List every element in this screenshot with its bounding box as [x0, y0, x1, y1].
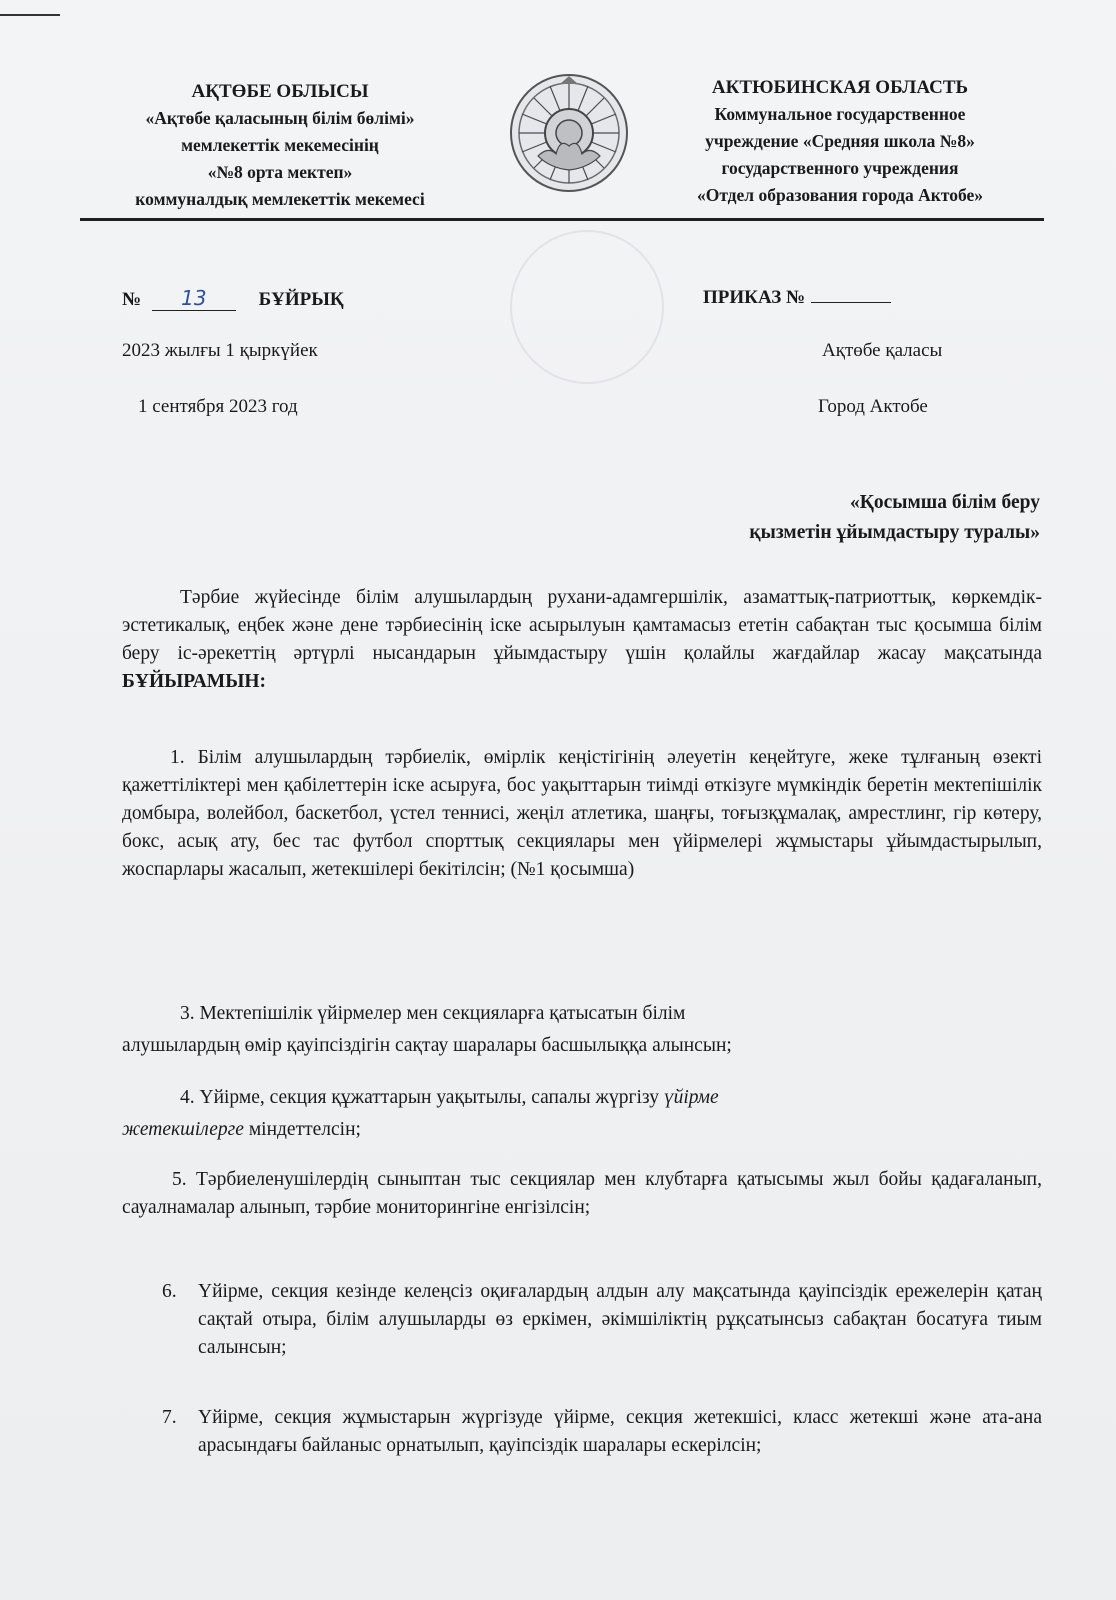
item-4-italic-1: үйірме: [663, 1087, 719, 1108]
preamble-paragraph: [122, 584, 1042, 696]
item-7-number: 7.: [162, 1407, 177, 1428]
letterhead-ru-line-1: АКТЮБИНСКАЯ ОБЛАСТЬ: [711, 77, 969, 98]
order-title-line-1: «Қосымша білім беру: [849, 492, 1040, 513]
item-4-end: міндеттелсін;: [248, 1119, 361, 1140]
letterhead-ru-line-5: «Отдел образования города Актобе»: [696, 185, 984, 205]
state-emblem-icon: [508, 72, 630, 194]
letterhead-kz-line-4: «№8 орта мектеп»: [207, 162, 353, 182]
header-divider: [80, 218, 1044, 221]
order-number-handwritten: 13: [152, 286, 236, 311]
order-title-line-2: қызметін ұйымдастыру туралы»: [749, 522, 1040, 543]
order-number-kazakh: [122, 286, 344, 311]
item-3-line-1: 3. Мектепішілік үйірмелер мен секцияларға қатысатын білім: [180, 1003, 686, 1024]
letterhead-kz-line-1: АҚТӨБЕ ОБЛЫСЫ: [191, 81, 369, 102]
item-3: [122, 1000, 1042, 1060]
letterhead-kazakh: [80, 78, 480, 213]
preamble-order-word: БҰЙЫРАМЫН:: [122, 671, 267, 692]
letterhead-ru-line-2: Коммунальное государственное: [714, 104, 966, 124]
letterhead-ru-line-4: государственного учреждения: [721, 158, 959, 178]
order-number-russian: [703, 286, 891, 309]
item-4: [122, 1084, 1042, 1144]
edge-mark: [0, 14, 60, 16]
item-6-number: 6.: [162, 1281, 177, 1302]
letterhead-kz-line-5: коммуналдық мемлекеттік мекемесі: [135, 189, 425, 209]
date-kazakh: 2023 жылғы 1 қыркүйек: [122, 340, 318, 361]
order-number-sign: №: [122, 289, 142, 310]
city-russian: Город Актобе: [818, 396, 928, 417]
item-1-text: 1. Білім алушылардың тәрбиелік, өмірлік кеңістігінің әлеуетін кеңейтуге, жеке тұлғаның өзекті қажеттіліктері мен қабілеттерін іске асыруға, бос уақыттарын тиімді өткізуге мүмкіндік беретін мектепішілік домбыра, волейбол, баскетбол, үстел теннисі, жеңіл атлетика, шаңғы, тоғызқұмалақ, амрестлинг, гір көтеру, бокс, асық ату, бес тас футбол спорттық секциялары мен үйірмелері жұмыстары ұйымдастырылып, жоспарлары жасалып, жетекшілері бекітілсін; (№1 қосымша): [122, 747, 1042, 880]
letterhead-ru-line-3: учреждение «Средняя школа №8»: [705, 131, 975, 151]
show-through-stamp: [510, 230, 664, 384]
item-6: [162, 1278, 1042, 1362]
letterhead: [0, 60, 1116, 220]
item-1: [122, 744, 1042, 884]
item-6-text: Үйірме, секция кезінде келеңсіз оқиғалардың алдын алу мақсатында қауіпсіздік ережелерін қатаң сақтай отыра, білім алушыларды өз еркімен, әкімшіліктің рұқсатынсыз сабақтан босатуға тиым салынсын;: [198, 1281, 1042, 1358]
date-russian: 1 сентября 2023 год: [138, 396, 298, 417]
item-3-line-2: алушылардың өмір қауіпсіздігін сақтау шаралары басшылыққа алынсын;: [122, 1035, 732, 1056]
order-title: [560, 488, 1040, 548]
item-4-italic-2: жетекшілерге: [122, 1119, 244, 1140]
letterhead-kz-line-2: «Ақтөбе қаласының білім бөлімі»: [145, 108, 415, 128]
item-5: [122, 1166, 1042, 1222]
item-7-text: Үйірме, секция жұмыстарын жүргізуде үйірме, секция жетекшісі, класс жетекші және ата-ана арасындағы байланыс орнатылып, қауіпсіздік шаралары ескерілсін;: [198, 1407, 1042, 1456]
item-5-text: 5. Тәрбиеленушілердің сыныптан тыс секциялар мен клубтарға қатысымы жыл бойы қадағаланып, сауалнамалар алынып, тәрбие мониторингіне енгізілсін;: [122, 1169, 1042, 1218]
letterhead-kz-line-3: мемлекеттік мекемесінің: [181, 135, 379, 155]
order-label-kz: БҰЙРЫҚ: [258, 289, 344, 310]
order-number-blank: [811, 286, 891, 303]
letterhead-russian: [640, 74, 1040, 209]
city-kazakh: Ақтөбе қаласы: [822, 340, 943, 361]
item-7: [162, 1404, 1042, 1460]
preamble-text: Тәрбие жүйесінде білім алушылардың рухани-адамгершілік, азаматтық-патриоттық, көркемдік-эстетикалық, еңбек және дене тәрбиесінің іске асырылуын қамтамасыз ететін сабақтан тыс қосымша білім беру іс-әрекеттің әртүрлі нысандарын ұйымдастыру үшін қолайлы жағдайлар жасау мақсатында: [122, 587, 1042, 664]
item-4-text: 4. Үйірме, секция құжаттарын уақытылы, сапалы жүргізу: [180, 1087, 659, 1108]
order-label-ru: ПРИКАЗ №: [703, 287, 806, 308]
